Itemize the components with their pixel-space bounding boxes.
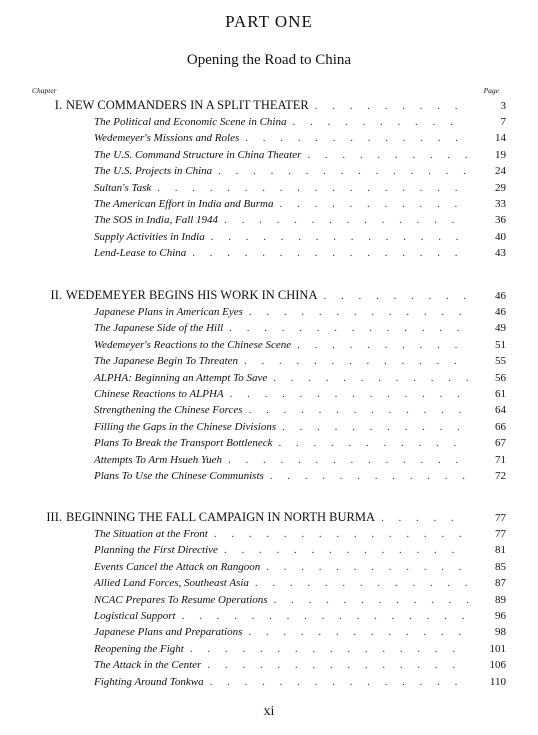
dot-leader <box>228 454 468 466</box>
chapter-title: NEW COMMANDERS IN A SPLIT THEATER <box>66 98 309 112</box>
section-row[interactable] <box>0 372 538 388</box>
section-page: 24 <box>495 165 506 177</box>
section-title: Logistical Support <box>94 610 176 622</box>
dot-leader <box>214 528 468 540</box>
dot-leader <box>182 610 468 622</box>
section-title: Allied Land Forces, Southeast Asia <box>94 577 249 589</box>
section-row[interactable] <box>0 544 538 560</box>
section-row[interactable] <box>0 388 538 404</box>
section-row[interactable] <box>0 355 538 371</box>
section-row[interactable] <box>0 116 538 132</box>
section-title: The Japanese Side of the Hill <box>94 322 224 334</box>
section-row[interactable] <box>0 149 538 165</box>
section-row[interactable] <box>0 165 538 181</box>
section-title: Sultan's Task <box>94 182 152 194</box>
dot-leader <box>273 372 468 384</box>
section-title: Filling the Gaps in the Chinese Divisions <box>94 421 277 433</box>
section-row[interactable] <box>0 322 538 338</box>
chapter-number: II. <box>50 288 62 302</box>
section-page: 98 <box>495 626 506 638</box>
section-page: 77 <box>495 528 506 540</box>
section-row[interactable] <box>0 306 538 322</box>
section-page: 49 <box>495 322 506 334</box>
section-title: Plans To Break the Transport Bottleneck <box>94 437 273 449</box>
chapter-page: 46 <box>495 290 506 302</box>
section-row[interactable] <box>0 231 538 247</box>
section-page: 110 <box>489 676 506 688</box>
dot-leader <box>211 231 468 243</box>
section-title: Chinese Reactions to ALPHA <box>94 388 224 400</box>
dot-leader <box>224 544 468 556</box>
section-row[interactable] <box>0 182 538 198</box>
section-page: 14 <box>495 132 506 144</box>
dot-leader <box>282 421 468 433</box>
section-page: 46 <box>495 306 506 318</box>
part-subtitle: Opening the Road to China <box>186 52 352 68</box>
section-page: 85 <box>495 561 506 573</box>
dot-leader <box>315 100 468 112</box>
section-row[interactable] <box>0 577 538 593</box>
dot-leader <box>207 659 468 671</box>
dot-leader <box>266 561 468 573</box>
section-title: Lend-Lease to China <box>94 247 187 259</box>
section-title: Supply Activities in India <box>94 231 205 243</box>
dot-leader <box>279 198 468 210</box>
section-title: Japanese Plans in American Eyes <box>94 306 243 318</box>
section-page: 106 <box>489 659 506 671</box>
section-page: 61 <box>495 388 506 400</box>
section-row[interactable] <box>0 610 538 626</box>
section-title: Strengthening the Chinese Forces <box>94 404 243 416</box>
section-title: Events Cancel the Attack on Rangoon <box>94 561 261 573</box>
section-row[interactable] <box>0 437 538 453</box>
chapter-number: III. <box>46 510 62 524</box>
chapter-heading-row[interactable] <box>0 510 538 526</box>
section-row[interactable] <box>0 214 538 230</box>
section-title: The Japanese Begin To Threaten <box>94 355 239 367</box>
dot-leader <box>270 470 468 482</box>
section-page: 64 <box>495 404 506 416</box>
page-column-header: Page <box>483 86 499 95</box>
dot-leader <box>324 290 469 302</box>
section-page: 40 <box>495 231 506 243</box>
chapter-number: I. <box>54 98 62 112</box>
section-page: 101 <box>489 643 506 655</box>
section-page: 89 <box>495 594 506 606</box>
section-page: 7 <box>500 116 506 128</box>
section-page: 67 <box>495 437 506 449</box>
part-title: PART ONE <box>225 12 313 31</box>
dot-leader <box>224 214 468 226</box>
dot-leader <box>229 322 468 334</box>
section-page: 56 <box>495 372 506 384</box>
dot-leader <box>218 165 468 177</box>
section-row[interactable] <box>0 561 538 577</box>
dot-leader <box>381 512 468 524</box>
section-title: The SOS in India, Fall 1944 <box>94 214 219 226</box>
section-title: Wedemeyer's Reactions to the Chinese Scene <box>94 339 292 351</box>
section-title: Reopening the Fight <box>94 643 184 655</box>
section-title: Fighting Around Tonkwa <box>94 676 204 688</box>
section-page: 96 <box>495 610 506 622</box>
dot-leader <box>210 676 468 688</box>
chapter-page: 77 <box>495 512 506 524</box>
dot-leader <box>255 577 468 589</box>
dot-leader <box>307 149 468 161</box>
page-number: xi <box>263 704 275 719</box>
section-title: NCAC Prepares To Resume Operations <box>94 594 268 606</box>
section-page: 55 <box>495 355 506 367</box>
chapter-heading-row[interactable] <box>0 98 538 114</box>
dot-leader <box>244 355 468 367</box>
section-page: 33 <box>495 198 506 210</box>
section-row[interactable] <box>0 454 538 470</box>
section-title: The U.S. Projects in China <box>94 165 213 177</box>
chapter-page: 3 <box>500 100 506 112</box>
dot-leader <box>292 116 468 128</box>
section-row[interactable] <box>0 676 538 692</box>
dot-leader <box>157 182 468 194</box>
dot-leader <box>279 437 468 449</box>
dot-leader <box>245 132 468 144</box>
section-title: The Attack in the Center <box>94 659 202 671</box>
section-title: ALPHA: Beginning an Attempt To Save <box>94 372 268 384</box>
dot-leader <box>192 247 468 259</box>
dot-leader <box>249 306 468 318</box>
section-page: 66 <box>495 421 506 433</box>
section-title: Planning the First Directive <box>94 544 218 556</box>
section-title: Wedemeyer's Missions and Roles <box>94 132 240 144</box>
section-row[interactable] <box>0 421 538 437</box>
section-row[interactable] <box>0 339 538 355</box>
section-page: 29 <box>495 182 506 194</box>
dot-leader <box>190 643 468 655</box>
chapter-heading-row[interactable] <box>0 288 538 304</box>
chapter-column-header: Chapter <box>32 86 57 95</box>
section-title: The Situation at the Front <box>94 528 208 540</box>
section-page: 19 <box>495 149 506 161</box>
section-title: Japanese Plans and Preparations <box>94 626 243 638</box>
section-row[interactable] <box>0 404 538 420</box>
chapter-title: BEGINNING THE FALL CAMPAIGN IN NORTH BURMA <box>66 510 375 524</box>
section-title: The American Effort in India and Burma <box>94 198 274 210</box>
section-page: 72 <box>495 470 506 482</box>
section-row[interactable] <box>0 643 538 659</box>
section-title: Plans To Use the Chinese Communists <box>94 470 264 482</box>
dot-leader <box>248 626 468 638</box>
dot-leader <box>274 594 468 606</box>
section-row[interactable] <box>0 198 538 214</box>
section-row[interactable] <box>0 132 538 148</box>
section-row[interactable] <box>0 528 538 544</box>
section-title: The Political and Economic Scene in China <box>94 116 287 128</box>
section-page: 87 <box>495 577 506 589</box>
section-row[interactable] <box>0 659 538 675</box>
section-title: The U.S. Command Structure in China Theater <box>94 149 302 161</box>
section-row[interactable] <box>0 470 538 486</box>
dot-leader <box>297 339 468 351</box>
section-row[interactable] <box>0 594 538 610</box>
section-title: Attempts To Arm Hsueh Yueh <box>94 454 222 466</box>
section-page: 43 <box>495 247 506 259</box>
section-row[interactable] <box>0 626 538 642</box>
dot-leader <box>249 404 468 416</box>
chapter-title: WEDEMEYER BEGINS HIS WORK IN CHINA <box>66 288 318 302</box>
section-row[interactable] <box>0 247 538 263</box>
section-page: 71 <box>495 454 506 466</box>
section-page: 81 <box>495 544 506 556</box>
section-page: 36 <box>495 214 506 226</box>
section-page: 51 <box>495 339 506 351</box>
dot-leader <box>230 388 468 400</box>
